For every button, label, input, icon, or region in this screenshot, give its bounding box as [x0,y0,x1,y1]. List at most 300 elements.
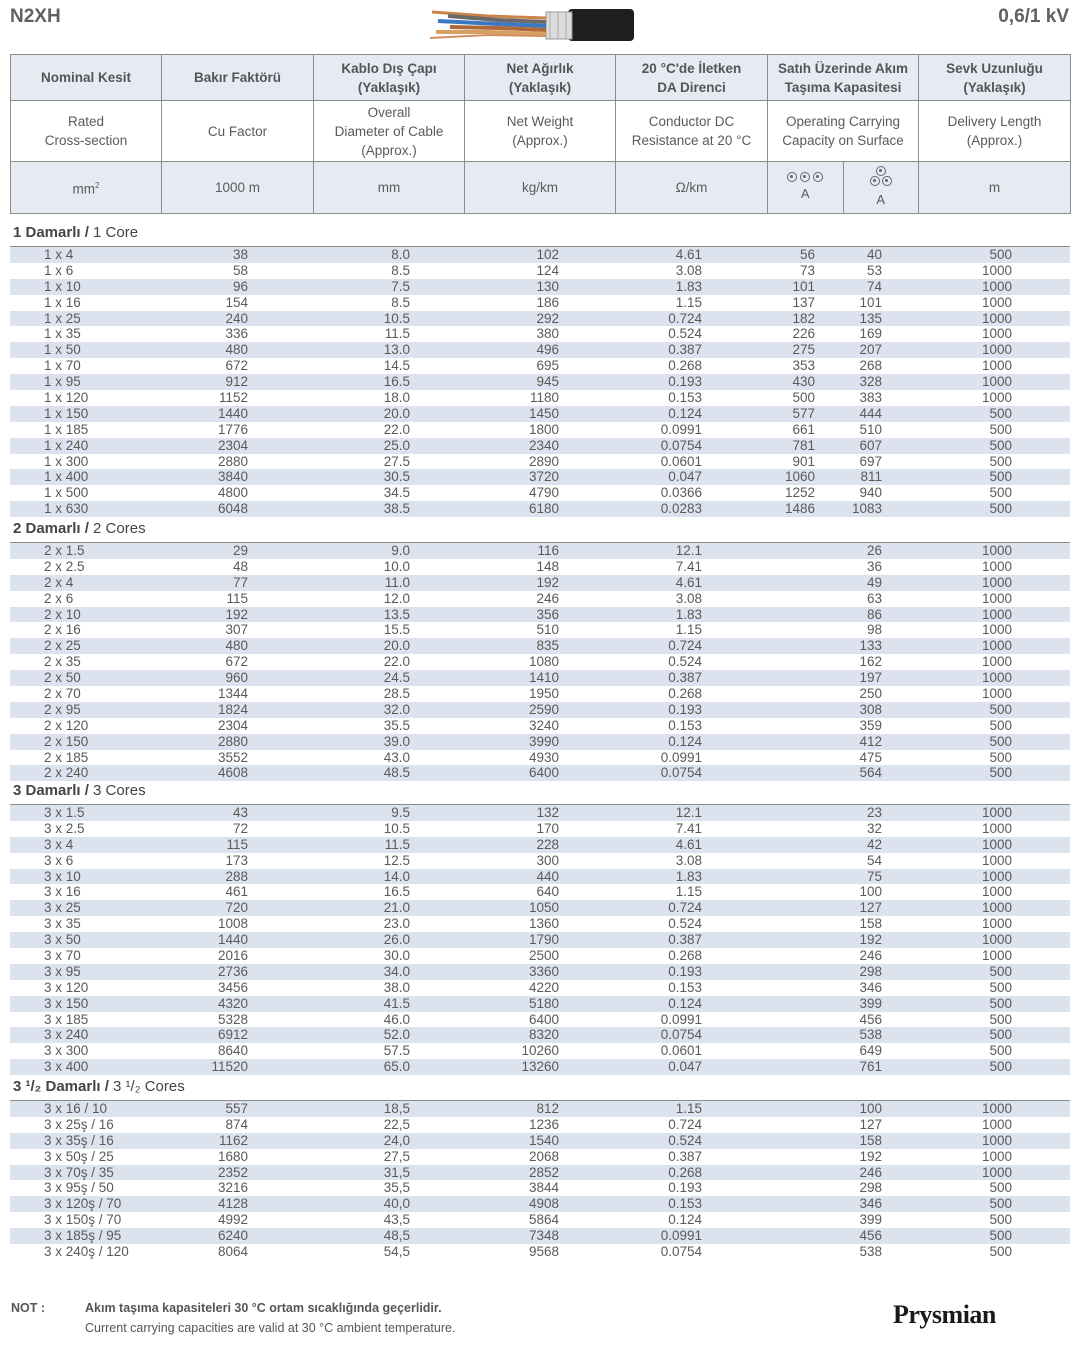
cell-delivery-length: 500 [989,1043,1012,1059]
table-row [10,591,1070,607]
cell-resistance: 0.0991 [660,421,702,437]
cell-weight: 5180 [528,995,559,1011]
cell-amp-capacity: 100 [859,1101,882,1116]
cell-diameter: 14.0 [383,868,410,884]
cell-cross-section: 3 x 2.5 [44,820,85,836]
cell-diameter: 22,5 [383,1116,410,1132]
cell-amp-capacity: 26 [866,543,882,558]
cell-cross-section: 1 x 16 [44,294,81,310]
cell-amp-capacity: 127 [859,1116,882,1132]
voltage-rating: 0,6/1 kV [998,6,1069,27]
cell-resistance: 4.61 [675,247,702,262]
cell-cu-factor: 1008 [217,916,248,932]
cell-resistance: 0.0283 [660,501,702,517]
cell-amp-trefoil: 697 [859,453,882,469]
cell-diameter: 24.5 [383,670,410,686]
cell-amp-trefoil: 169 [859,326,882,342]
hdr-en-resistance: Conductor DC Resistance at 20 °C [616,101,768,162]
cell-weight: 1540 [528,1132,559,1148]
cell-cross-section: 3 x 1.5 [44,805,85,820]
cell-diameter: 22.0 [383,421,410,437]
cell-amp-trefoil: 328 [859,374,882,390]
cell-delivery-length: 1000 [981,543,1012,558]
cell-cu-factor: 4608 [217,765,248,781]
cell-delivery-length: 500 [989,765,1012,781]
cell-diameter: 8.5 [391,262,410,278]
cell-resistance: 12.1 [675,543,702,558]
cell-delivery-length: 500 [989,733,1012,749]
cell-diameter: 40,0 [383,1196,410,1212]
cell-cu-factor: 38 [232,247,248,262]
cell-cross-section: 3 x 35 [44,916,81,932]
cell-cross-section: 3 x 6 [44,852,74,868]
cell-delivery-length: 500 [989,963,1012,979]
table-row [10,1117,1070,1133]
cell-delivery-length: 500 [989,1244,1012,1260]
section-table [10,246,1070,517]
hdr-tr-section: Nominal Kesit [11,55,162,101]
cell-delivery-length: 500 [989,437,1012,453]
cell-cross-section: 1 x 185 [44,421,89,437]
cell-cross-section: 1 x 6 [44,262,74,278]
cell-weight: 1080 [528,654,559,670]
cell-diameter: 46.0 [383,1011,410,1027]
cell-cross-section: 3 x 4 [44,836,74,852]
product-title: N2XH [10,6,61,27]
cell-cu-factor: 5328 [217,1011,248,1027]
cell-cross-section: 3 x 185 [44,1011,89,1027]
cell-delivery-length: 1000 [981,342,1012,358]
cell-delivery-length: 1000 [981,310,1012,326]
cell-diameter: 9.5 [391,805,410,820]
table-row [10,750,1070,766]
table-row [10,247,1070,263]
cell-resistance: 1.83 [675,278,702,294]
cell-cross-section: 1 x 50 [44,342,81,358]
cell-delivery-length: 1000 [981,654,1012,670]
cell-cross-section: 2 x 4 [44,574,74,590]
cell-resistance: 0.0754 [660,1244,702,1260]
cell-cross-section: 3 x 70 [44,948,81,964]
cell-delivery-length: 1000 [981,622,1012,638]
cell-delivery-length: 1000 [981,1132,1012,1148]
table-row [10,358,1070,374]
cell-amp-capacity: 100 [859,884,882,900]
cell-cross-section: 3 x 120 [44,979,89,995]
cell-delivery-length: 1000 [981,558,1012,574]
table-row [10,1101,1070,1117]
section-table [10,542,1070,781]
table-row [10,1228,1070,1244]
cell-cu-factor: 960 [225,670,248,686]
cell-amp-trefoil: 607 [859,437,882,453]
cell-amp-capacity: 36 [866,558,882,574]
cell-cu-factor: 115 [226,836,248,852]
cell-amp-trefoil: 383 [859,390,882,406]
cell-weight: 132 [536,805,559,820]
cell-resistance: 0.724 [668,638,702,654]
cell-diameter: 48,5 [383,1228,410,1244]
cell-diameter: 14.5 [383,358,410,374]
cell-delivery-length: 500 [989,469,1012,485]
cell-delivery-length: 1000 [981,1116,1012,1132]
cell-cu-factor: 480 [225,342,248,358]
cell-cu-factor: 672 [225,358,248,374]
cell-resistance: 0.193 [668,701,702,717]
cell-resistance: 0.124 [668,405,702,421]
hdr-en-section: Rated Cross-section [11,101,162,162]
cell-amp-capacity: 456 [859,1228,882,1244]
table-row [10,1244,1070,1260]
hdr-en-weight: Net Weight (Approx.) [465,101,616,162]
cell-weight: 4908 [528,1196,559,1212]
table-row [10,1133,1070,1149]
cell-resistance: 7.41 [675,558,702,574]
cell-amp-flat: 226 [792,326,815,342]
table-row [10,654,1070,670]
cell-amp-trefoil: 40 [866,247,882,262]
unit-diameter: mm [314,162,465,214]
cell-cross-section: 1 x 120 [44,390,89,406]
cell-amp-flat: 101 [792,278,815,294]
cell-resistance: 0.387 [668,932,702,948]
cell-diameter: 23.0 [383,916,410,932]
cell-cross-section: 3 x 25ş / 16 [44,1116,114,1132]
cell-cross-section: 3 x 120ş / 70 [44,1196,122,1212]
table-row [10,1149,1070,1165]
table-row [10,686,1070,702]
cell-amp-capacity: 538 [859,1027,882,1043]
cell-amp-capacity: 564 [859,765,882,781]
cell-diameter: 24,0 [383,1132,410,1148]
cell-cross-section: 3 x 300 [44,1043,89,1059]
cell-cross-section: 3 x 240ş / 120 [44,1244,129,1260]
table-row [10,1196,1070,1212]
table-row [10,1059,1070,1075]
cell-cu-factor: 58 [232,262,248,278]
cell-delivery-length: 500 [989,717,1012,733]
table-row [10,422,1070,438]
cell-delivery-length: 500 [989,1212,1012,1228]
cell-cu-factor: 6048 [217,501,248,517]
cell-amp-capacity: 49 [866,574,882,590]
section-title-tr: 2 Damarlı / [13,520,94,537]
cell-weight: 9568 [528,1244,559,1260]
cell-delivery-length: 1000 [981,638,1012,654]
cell-cross-section: 2 x 240 [44,765,89,781]
cell-weight: 6400 [528,765,559,781]
cell-diameter: 32.0 [383,701,410,717]
cell-amp-trefoil: 510 [859,421,882,437]
cell-amp-capacity: 359 [859,717,882,733]
cell-weight: 116 [537,543,559,558]
cell-diameter: 8.0 [391,247,410,262]
cell-resistance: 1.15 [675,622,702,638]
cell-amp-flat: 661 [792,421,815,437]
hdr-tr-resistance: 20 °C'de İletken DA Direnci [616,55,768,101]
cell-delivery-length: 1000 [981,374,1012,390]
unit-length: m [919,162,1071,214]
cell-diameter: 35,5 [383,1180,410,1196]
cell-cross-section: 1 x 95 [44,374,81,390]
cell-cu-factor: 48 [232,558,248,574]
cell-amp-flat: 182 [792,310,815,326]
cell-resistance: 0.268 [668,948,702,964]
cell-amp-flat: 577 [792,405,815,421]
cell-diameter: 39.0 [383,733,410,749]
cell-cu-factor: 4992 [217,1212,248,1228]
cell-diameter: 48.5 [383,765,410,781]
cell-resistance: 0.0754 [660,1027,702,1043]
cell-amp-trefoil: 207 [859,342,882,358]
section-title [13,782,146,799]
cell-weight: 4930 [528,749,559,765]
cell-cu-factor: 2304 [217,437,248,453]
cell-resistance: 0.387 [668,342,702,358]
cell-weight: 6400 [528,1011,559,1027]
cell-weight: 3720 [528,469,559,485]
cell-cross-section: 2 x 50 [44,670,81,686]
cell-amp-capacity: 192 [859,1148,882,1164]
cell-delivery-length: 1000 [981,670,1012,686]
cell-delivery-length: 500 [989,405,1012,421]
table-row [10,869,1070,885]
table-row [10,1180,1070,1196]
cell-weight: 4220 [528,979,559,995]
cell-amp-capacity: 32 [866,820,882,836]
cell-resistance: 0.268 [668,1164,702,1180]
cell-amp-flat: 781 [792,437,815,453]
cell-delivery-length: 500 [989,1027,1012,1043]
cell-cross-section: 3 x 95ş / 50 [44,1180,114,1196]
cell-cross-section: 1 x 500 [44,485,89,501]
cell-amp-capacity: 162 [859,654,882,670]
cell-delivery-length: 1000 [981,1101,1012,1116]
cell-weight: 5864 [528,1212,559,1228]
cell-cu-factor: 11520 [211,1059,248,1075]
cell-diameter: 20.0 [383,638,410,654]
cell-diameter: 57.5 [383,1043,410,1059]
cell-cu-factor: 288 [225,868,248,884]
cell-cu-factor: 307 [225,622,248,638]
cell-diameter: 7.5 [391,278,410,294]
cell-amp-capacity: 538 [859,1244,882,1260]
cell-diameter: 18,5 [383,1101,410,1116]
cell-cross-section: 3 x 70ş / 35 [44,1164,114,1180]
cell-diameter: 30.5 [383,469,410,485]
cell-cross-section: 1 x 150 [44,405,89,421]
table-row [10,948,1070,964]
amp-trefoil-unit: A [876,192,886,207]
cell-delivery-length: 1000 [981,278,1012,294]
cell-diameter: 30.0 [383,948,410,964]
cell-diameter: 10.0 [383,558,410,574]
brand-logo: Prysmian [893,1300,996,1329]
note-english: Current carrying capacities are valid at 30 °C ambient temperature. [85,1321,456,1335]
cell-weight: 1180 [529,390,559,406]
cell-amp-flat: 353 [792,358,815,374]
table-row [10,295,1070,311]
section-title-tr: 3 ¹/₂ Damarlı / [13,1078,114,1095]
cell-diameter: 43,5 [383,1212,410,1228]
cell-amp-capacity: 246 [859,948,882,964]
cell-delivery-length: 500 [989,1180,1012,1196]
cell-diameter: 34.0 [383,963,410,979]
cell-amp-capacity: 158 [859,916,882,932]
cell-diameter: 13.5 [383,606,410,622]
cell-delivery-length: 1000 [981,1164,1012,1180]
cell-delivery-length: 1000 [981,606,1012,622]
cell-cu-factor: 874 [225,1116,248,1132]
header-row-english [11,101,1071,162]
cell-cu-factor: 8640 [217,1043,248,1059]
cell-cross-section: 1 x 35 [44,326,81,342]
table-row [10,702,1070,718]
table-row [10,559,1070,575]
cell-resistance: 0.524 [668,916,702,932]
cable-illustration [428,4,634,44]
cell-resistance: 0.124 [668,1212,702,1228]
cell-cu-factor: 2352 [217,1164,248,1180]
table-row [10,607,1070,623]
cell-amp-trefoil: 135 [859,310,882,326]
cell-resistance: 0.153 [668,717,702,733]
cell-resistance: 0.0991 [660,1011,702,1027]
cell-amp-capacity: 250 [859,686,882,702]
cell-cu-factor: 1776 [217,421,248,437]
cell-delivery-length: 1000 [981,948,1012,964]
cell-delivery-length: 1000 [981,884,1012,900]
cell-cross-section: 3 x 25 [44,900,81,916]
cell-cu-factor: 72 [232,820,248,836]
cell-weight: 496 [536,342,559,358]
cell-cross-section: 3 x 240 [44,1027,89,1043]
hdr-tr-length: Sevk Uzunluğu (Yaklaşık) [919,55,1071,101]
table-row [10,805,1070,821]
cell-cross-section: 2 x 6 [44,590,74,606]
cell-cross-section: 2 x 35 [44,654,81,670]
cell-diameter: 54,5 [383,1244,410,1260]
cell-cu-factor: 173 [225,852,248,868]
cell-amp-capacity: 42 [866,836,882,852]
cell-resistance: 1.15 [675,1101,702,1116]
section-title-en: 2 Cores [93,520,146,537]
table-row [10,884,1070,900]
flat-formation-cell [768,162,843,213]
table-row [10,980,1070,996]
table-row [10,263,1070,279]
cell-delivery-length: 500 [989,1059,1012,1075]
cell-resistance: 3.08 [675,852,702,868]
cell-delivery-length: 500 [989,1228,1012,1244]
cell-delivery-length: 1000 [981,390,1012,406]
cell-diameter: 16.5 [383,374,410,390]
table-row [10,718,1070,734]
cell-amp-trefoil: 444 [859,405,882,421]
cell-diameter: 35.5 [383,717,410,733]
cell-amp-capacity: 192 [859,932,882,948]
cell-amp-trefoil: 53 [866,262,882,278]
cell-resistance: 0.193 [668,374,702,390]
cell-diameter: 10.5 [383,310,410,326]
cell-diameter: 18.0 [383,390,410,406]
cell-weight: 1450 [528,405,559,421]
cell-cross-section: 2 x 2.5 [44,558,85,574]
cell-amp-capacity: 346 [859,1196,882,1212]
cell-delivery-length: 1000 [981,262,1012,278]
cell-delivery-length: 500 [989,1011,1012,1027]
table-row [10,670,1070,686]
table-row [10,916,1070,932]
cell-cu-factor: 3216 [217,1180,248,1196]
cell-delivery-length: 1000 [981,294,1012,310]
cell-cu-factor: 96 [232,278,248,294]
cell-weight: 3360 [528,963,559,979]
cell-weight: 510 [536,622,559,638]
cell-cu-factor: 672 [225,654,248,670]
cell-resistance: 0.047 [668,1059,702,1075]
cell-diameter: 11.5 [384,836,410,852]
cell-diameter: 52.0 [383,1027,410,1043]
cell-cu-factor: 4320 [217,995,248,1011]
table-row [10,279,1070,295]
cell-cross-section: 2 x 95 [44,701,81,717]
cell-diameter: 43.0 [383,749,410,765]
cell-amp-flat: 1252 [784,485,815,501]
cell-amp-capacity: 399 [859,995,882,1011]
hdr-en-capacity: Operating Carrying Capacity on Surface [768,101,919,162]
cell-cross-section: 3 x 150ş / 70 [44,1212,122,1228]
cell-amp-flat: 1486 [784,501,815,517]
hdr-en-cu: Cu Factor [162,101,314,162]
cell-resistance: 0.268 [668,686,702,702]
cell-amp-trefoil: 74 [866,278,882,294]
cell-resistance: 1.83 [675,868,702,884]
cell-amp-capacity: 649 [859,1043,882,1059]
cell-cu-factor: 2016 [217,948,248,964]
table-row [10,454,1070,470]
cell-amp-flat: 500 [792,390,815,406]
cell-diameter: 12.5 [383,852,410,868]
cell-cu-factor: 2880 [217,453,248,469]
cell-cross-section: 3 x 50ş / 25 [44,1148,114,1164]
cell-resistance: 1.83 [675,606,702,622]
table-row [10,438,1070,454]
cell-delivery-length: 1000 [981,820,1012,836]
cell-cross-section: 2 x 150 [44,733,89,749]
cell-cu-factor: 1344 [217,686,248,702]
cell-resistance: 0.0366 [660,485,702,501]
cell-resistance: 0.524 [668,326,702,342]
cell-diameter: 10.5 [383,820,410,836]
trefoil-formation-cell [843,162,919,213]
cell-amp-flat: 275 [792,342,815,358]
hdr-en-diameter: Overall Diameter of Cable (Approx.) [314,101,465,162]
cell-amp-capacity: 63 [866,590,882,606]
cell-cu-factor: 77 [232,574,248,590]
cell-resistance: 12.1 [675,805,702,820]
cell-weight: 812 [536,1101,559,1116]
cell-amp-trefoil: 101 [859,294,882,310]
cell-cu-factor: 1440 [217,405,248,421]
cell-weight: 835 [536,638,559,654]
table-row [10,932,1070,948]
cell-amp-capacity: 133 [859,638,882,654]
section-title [13,1078,185,1095]
cell-cu-factor: 3552 [217,749,248,765]
cell-cross-section: 2 x 120 [44,717,89,733]
table-row [10,1027,1070,1043]
